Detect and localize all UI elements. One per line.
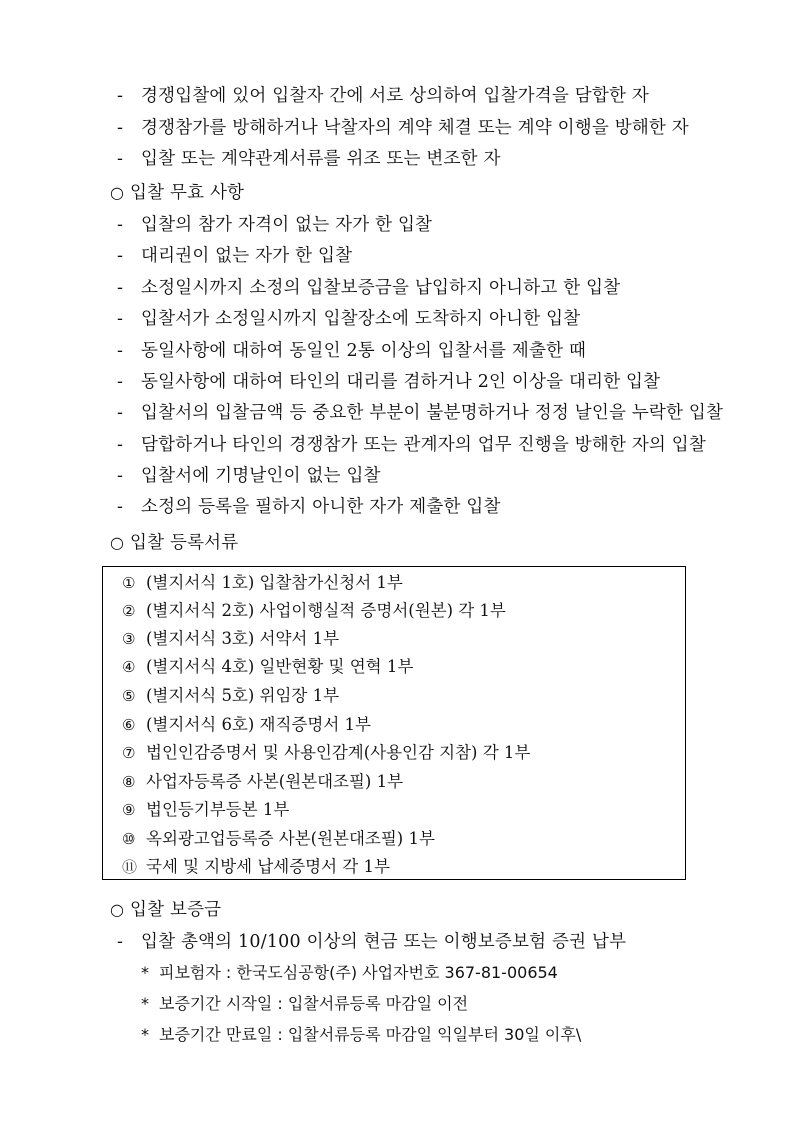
note-text: 피보험자 : 한국도심공항(주) 사업자번호 367-81-00654 bbox=[159, 963, 558, 982]
dash-bullet: - bbox=[117, 403, 124, 423]
list-item-text: 소정일시까지 소정의 입찰보증금을 납입하지 아니하고 한 입찰 bbox=[141, 278, 621, 298]
documents-box bbox=[102, 566, 686, 880]
item-number: ⑪ bbox=[122, 858, 138, 876]
list-item-text: 입찰서에 기명날인이 없는 입찰 bbox=[141, 466, 381, 486]
document-item-text: 법인등기부등본 1부 bbox=[146, 800, 290, 819]
document-item bbox=[122, 600, 506, 622]
dash-bullet: - bbox=[117, 149, 124, 169]
dash-bullet: - bbox=[117, 309, 124, 329]
dash-bullet: - bbox=[117, 435, 124, 455]
document-item-text: 법인인감증명서 및 사용인감계(사용인감 지참) 각 1부 bbox=[146, 743, 531, 762]
document-item-text: 국세 및 지방세 납세증명서 각 1부 bbox=[146, 857, 390, 876]
item-number: ⑩ bbox=[122, 830, 136, 848]
document-item bbox=[122, 656, 413, 678]
circle-bullet: ○ bbox=[110, 183, 125, 202]
list-item-text: 담합하거나 타인의 경쟁참가 또는 관계자의 업무 진행을 방해한 자의 입찰 bbox=[141, 435, 707, 455]
note-text: 보증기간 만료일 : 입찰서류등록 마감일 익일부터 30일 이후\ bbox=[159, 1025, 582, 1044]
note-text: 보증기간 시작일 : 입찰서류등록 마감일 이전 bbox=[159, 994, 469, 1013]
circle-bullet: ○ bbox=[110, 533, 125, 552]
list-item-text: 입찰서의 입찰금액 등 중요한 부분이 불분명하거나 정정 날인을 누락한 입찰 bbox=[141, 403, 724, 423]
dash-bullet: - bbox=[117, 278, 124, 298]
note-item bbox=[141, 1023, 581, 1047]
item-number: ② bbox=[122, 602, 136, 620]
section-title: 입찰 무효 사항 bbox=[130, 183, 245, 203]
asterisk-bullet: * bbox=[141, 1025, 149, 1044]
list-item-text: 동일사항에 대하여 동일인 2통 이상의 입찰서를 제출한 때 bbox=[141, 341, 587, 361]
asterisk-bullet: * bbox=[141, 963, 149, 982]
list-item bbox=[117, 464, 381, 488]
document-item bbox=[122, 856, 390, 878]
list-item bbox=[117, 433, 706, 457]
list-item bbox=[117, 930, 626, 954]
document-item-text: (별지서식 6호) 재직증명서 1부 bbox=[146, 715, 371, 734]
document-item bbox=[122, 685, 339, 707]
list-item-text: 경쟁참가를 방해하거나 낙찰자의 계약 체결 또는 계약 이행을 방해한 자 bbox=[141, 118, 689, 138]
document-item bbox=[122, 742, 530, 764]
document-item bbox=[122, 799, 289, 821]
document-item bbox=[122, 771, 403, 793]
item-number: ⑦ bbox=[122, 744, 136, 762]
dash-bullet: - bbox=[117, 246, 124, 266]
list-item-text: 동일사항에 대하여 타인의 대리를 겸하거나 2인 이상을 대리한 입찰 bbox=[141, 372, 661, 392]
list-item bbox=[117, 213, 432, 237]
document-item bbox=[122, 714, 371, 736]
list-item-text: 입찰 총액의 10/100 이상의 현금 또는 이행보증보험 증권 납부 bbox=[141, 932, 627, 952]
note-item bbox=[141, 961, 558, 985]
section-heading-invalid bbox=[110, 181, 244, 205]
item-number: ⑧ bbox=[122, 773, 136, 791]
list-item bbox=[117, 276, 620, 300]
dash-bullet: - bbox=[117, 466, 124, 486]
note-item bbox=[141, 992, 468, 1016]
dash-bullet: - bbox=[117, 341, 124, 361]
list-item bbox=[117, 401, 723, 425]
circle-bullet: ○ bbox=[110, 900, 125, 919]
document-item-text: 사업자등록증 사본(원본대조필) 1부 bbox=[146, 772, 404, 791]
section-title: 입찰 등록서류 bbox=[130, 533, 239, 553]
document-item-text: (별지서식 4호) 일반현황 및 연혁 1부 bbox=[146, 657, 414, 676]
document-item bbox=[122, 628, 339, 650]
dash-bullet: - bbox=[117, 372, 124, 392]
asterisk-bullet: * bbox=[141, 994, 149, 1013]
list-item bbox=[117, 339, 586, 363]
document-item-text: (별지서식 3호) 서약서 1부 bbox=[146, 629, 340, 648]
section-heading-documents bbox=[110, 531, 238, 555]
document-item bbox=[122, 572, 403, 594]
list-item bbox=[117, 307, 580, 331]
item-number: ⑨ bbox=[122, 801, 136, 819]
document-item-text: (별지서식 2호) 사업이행실적 증명서(원본) 각 1부 bbox=[146, 601, 506, 620]
list-item bbox=[117, 116, 689, 140]
document-item-text: (별지서식 5호) 위임장 1부 bbox=[146, 686, 340, 705]
section-heading-deposit bbox=[110, 898, 221, 922]
item-number: ④ bbox=[122, 658, 136, 676]
dash-bullet: - bbox=[117, 932, 124, 952]
list-item-text: 소정의 등록을 필하지 아니한 자가 제출한 입찰 bbox=[141, 497, 501, 517]
list-item-text: 대리권이 없는 자가 한 입찰 bbox=[141, 246, 353, 266]
list-item bbox=[117, 370, 660, 394]
dash-bullet: - bbox=[117, 118, 124, 138]
list-item bbox=[117, 147, 501, 171]
dash-bullet: - bbox=[117, 215, 124, 235]
dash-bullet: - bbox=[117, 497, 124, 517]
list-item bbox=[117, 84, 649, 108]
list-item-text: 입찰 또는 계약관계서류를 위조 또는 변조한 자 bbox=[141, 149, 501, 169]
item-number: ⑤ bbox=[122, 687, 136, 705]
document-item bbox=[122, 828, 435, 850]
document-item-text: 옥외광고업등록증 사본(원본대조필) 1부 bbox=[146, 829, 435, 848]
item-number: ③ bbox=[122, 630, 136, 648]
list-item bbox=[117, 495, 501, 519]
section-title: 입찰 보증금 bbox=[130, 900, 222, 920]
item-number: ① bbox=[122, 574, 136, 592]
list-item-text: 입찰의 참가 자격이 없는 자가 한 입찰 bbox=[141, 215, 433, 235]
list-item bbox=[117, 244, 352, 268]
list-item-text: 경쟁입찰에 있어 입찰자 간에 서로 상의하여 입찰가격을 담합한 자 bbox=[141, 86, 649, 106]
list-item-text: 입찰서가 소정일시까지 입찰장소에 도착하지 아니한 입찰 bbox=[141, 309, 581, 329]
document-item-text: (별지서식 1호) 입찰참가신청서 1부 bbox=[146, 573, 403, 592]
item-number: ⑥ bbox=[122, 716, 136, 734]
dash-bullet: - bbox=[117, 86, 124, 106]
